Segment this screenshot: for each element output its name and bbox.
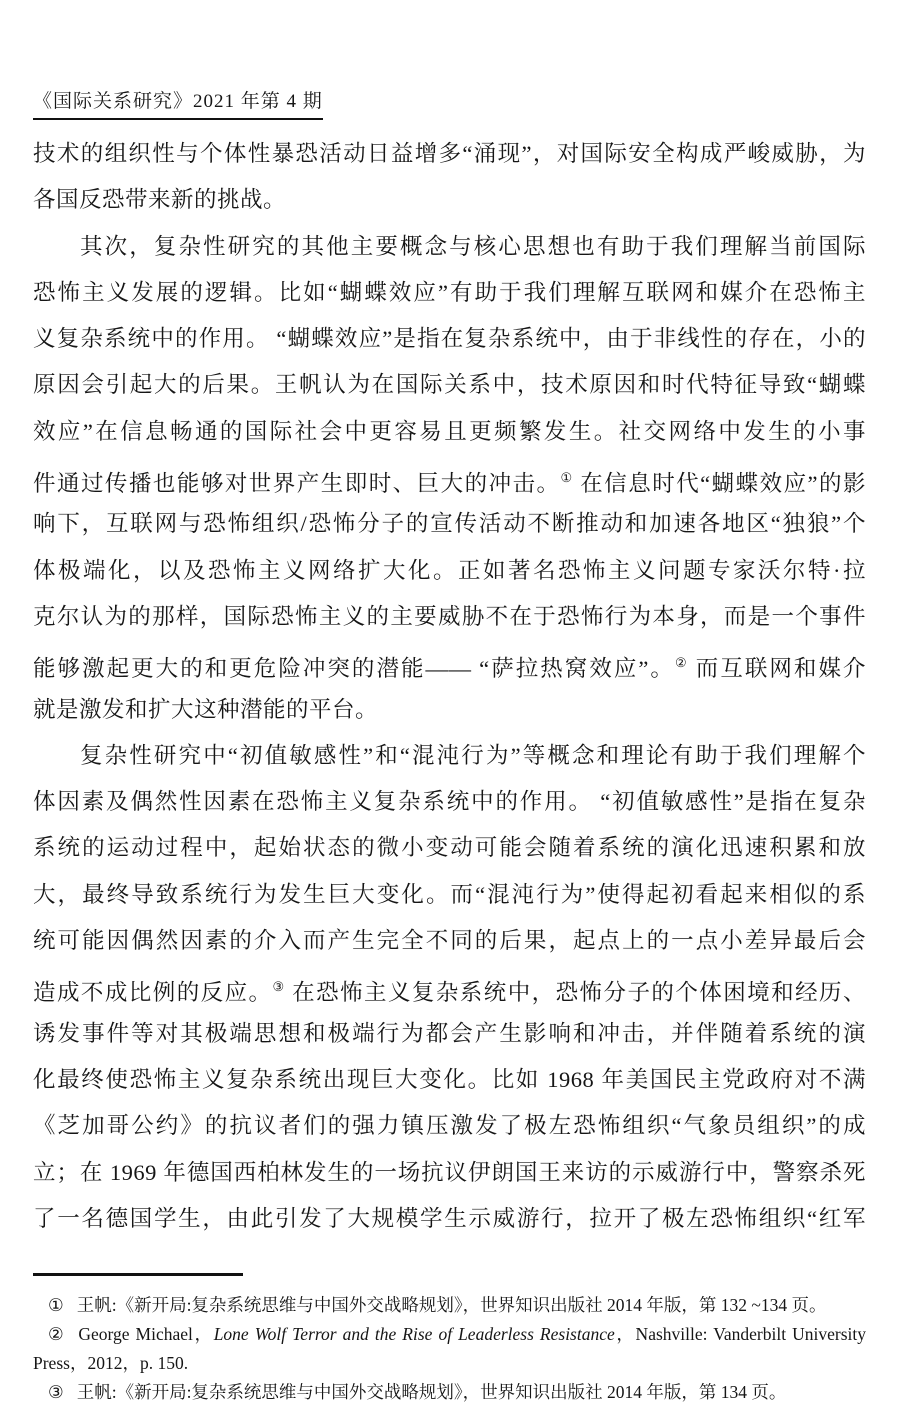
text-segment: 其次，复杂性研究的其他主要概念与核心思想也有助于我们理解当前国际	[80, 233, 866, 259]
footnote	[33, 1291, 866, 1320]
footnote-separator	[33, 1273, 243, 1276]
text-segment: 而互联网和媒介	[688, 656, 866, 682]
text-line	[33, 362, 866, 408]
text-line	[33, 964, 866, 1010]
text-segment: 各国反恐带来新的挑战。	[33, 187, 287, 213]
paragraph	[33, 224, 866, 733]
text-segment: Press，2012，p. 150.	[33, 1353, 189, 1373]
text-segment: 复杂性研究中“初值敏感性”和“混沌行为”等概念和理论有助于我们理解个	[80, 742, 866, 768]
text-line	[33, 224, 866, 270]
text-line	[33, 131, 866, 177]
text-segment: 《芝加哥公约》的抗议者们的强力镇压激发了极左恐怖组织“气象员组织”的成	[33, 1113, 866, 1139]
text-segment: George Michael，	[78, 1324, 214, 1344]
footnote-ref: ②	[674, 655, 689, 671]
text-segment: ，Nashville: Vanderbilt University	[614, 1324, 866, 1344]
text-segment: 恐怖主义发展的逻辑。比如“蝴蝶效应”有助于我们理解互联网和媒介在恐怖主	[33, 279, 866, 305]
text-line	[33, 1103, 866, 1149]
text-line	[33, 779, 866, 825]
text-segment: 义复杂系统中的作用。 “蝴蝶效应”是指在复杂系统中，由于非线性的存在，小的	[33, 326, 866, 352]
footnote-marker: ③	[48, 1382, 64, 1402]
text-line	[33, 270, 866, 316]
text-segment: 化最终使恐怖主义复杂系统出现巨大变化。比如 1968 年美国民主党政府对不满	[33, 1066, 866, 1092]
text-segment: 王帆:《新开局:复杂系统思维与中国外交战略规划》，世界知识出版社 2014 年版，第 134 页。	[76, 1382, 787, 1402]
text-line	[33, 1150, 866, 1196]
footnote-marker: ①	[48, 1295, 64, 1315]
running-head	[33, 86, 323, 120]
text-segment: 在恐怖主义复杂系统中，恐怖分子的个体困境和经历、	[285, 980, 866, 1006]
text-line	[33, 640, 866, 686]
text-line	[33, 1057, 866, 1103]
text-segment: 统可能因偶然因素的介入而产生完全不同的后果，起点上的一点小差异最后会	[33, 928, 866, 954]
text-line	[33, 548, 866, 594]
paragraph	[33, 131, 866, 224]
footnote-ref: ①	[560, 470, 574, 486]
footnote	[33, 1378, 866, 1407]
text-line	[33, 455, 866, 501]
footnote-line	[33, 1378, 866, 1407]
text-line	[33, 501, 866, 547]
text-line	[33, 594, 866, 640]
text-line	[33, 409, 866, 455]
footnote-ref: ③	[272, 979, 286, 995]
text-segment: 效应”在信息畅通的国际社会中更容易且更频繁发生。社交网络中发生的小事	[33, 418, 866, 444]
text-segment: 在信息时代“蝴蝶效应”的影	[573, 471, 866, 497]
text-segment: 诱发事件等对其极端思想和极端行为都会产生影响和冲击，并伴随着系统的演	[33, 1020, 866, 1046]
text-line	[33, 872, 866, 918]
text-line	[33, 825, 866, 871]
text-segment: 系统的运动过程中，起始状态的微小变动可能会随着系统的演化迅速积累和放	[33, 835, 866, 861]
text-line	[33, 733, 866, 779]
text-line	[33, 1196, 866, 1242]
text-segment: 体因素及偶然性因素在恐怖主义复杂系统中的作用。 “初值敏感性”是指在复杂	[33, 789, 866, 815]
text-segment: 大，最终导致系统行为发生巨大变化。而“混沌行为”使得起初看起来相似的系	[33, 881, 866, 907]
footnotes-section	[33, 1291, 866, 1407]
text-segment: 克尔认为的那样，国际恐怖主义的主要威胁不在于恐怖行为本身，而是一个事件	[33, 603, 866, 629]
text-segment: 件通过传播也能够对世界产生即时、巨大的冲击。	[33, 471, 561, 497]
text-line	[33, 687, 866, 733]
footnote	[33, 1320, 866, 1378]
text-segment: 造成不成比例的反应。	[33, 980, 273, 1006]
text-segment: 响下，互联网与恐怖组织/恐怖分子的宣传活动不断推动和加速各地区“独狼”个	[33, 511, 866, 537]
text-segment: Lone Wolf Terror and the Rise of Leaderless Resistance	[213, 1324, 615, 1344]
footnote-line	[33, 1320, 866, 1349]
text-segment: 体极端化，以及恐怖主义网络扩大化。正如著名恐怖主义问题专家沃尔特·拉	[33, 557, 866, 583]
text-segment: 原因会引起大的后果。王帆认为在国际关系中，技术原因和时代特征导致“蝴蝶	[33, 372, 866, 398]
article-body	[33, 131, 866, 1242]
text-line	[33, 918, 866, 964]
text-segment: 王帆:《新开局:复杂系统思维与中国外交战略规划》，世界知识出版社 2014 年版，第 132 ~134 页。	[76, 1295, 827, 1315]
text-segment: 能够激起更大的和更危险冲突的潜能—— “萨拉热窝效应”。	[33, 656, 675, 682]
footnote-line	[33, 1291, 866, 1320]
text-segment: 了一名德国学生，由此引发了大规模学生示威游行，拉开了极左恐怖组织“红军	[33, 1205, 866, 1231]
text-segment: 立；在 1969 年德国西柏林发生的一场抗议伊朗国王来访的示威游行中，警察杀死	[33, 1159, 866, 1185]
text-line	[33, 1011, 866, 1057]
paragraph	[33, 733, 866, 1242]
text-segment: 就是激发和扩大这种潜能的平台。	[33, 696, 379, 722]
text-segment: 技术的组织性与个体性暴恐活动日益增多“涌现”，对国际安全构成严峻威胁，为	[33, 141, 866, 166]
journal-title-header: 《国际关系研究》2021 年第 4 期	[33, 86, 323, 120]
text-line	[33, 177, 866, 223]
text-line	[33, 316, 866, 362]
footnote-line	[33, 1349, 866, 1378]
footnote-marker: ②	[48, 1324, 66, 1344]
